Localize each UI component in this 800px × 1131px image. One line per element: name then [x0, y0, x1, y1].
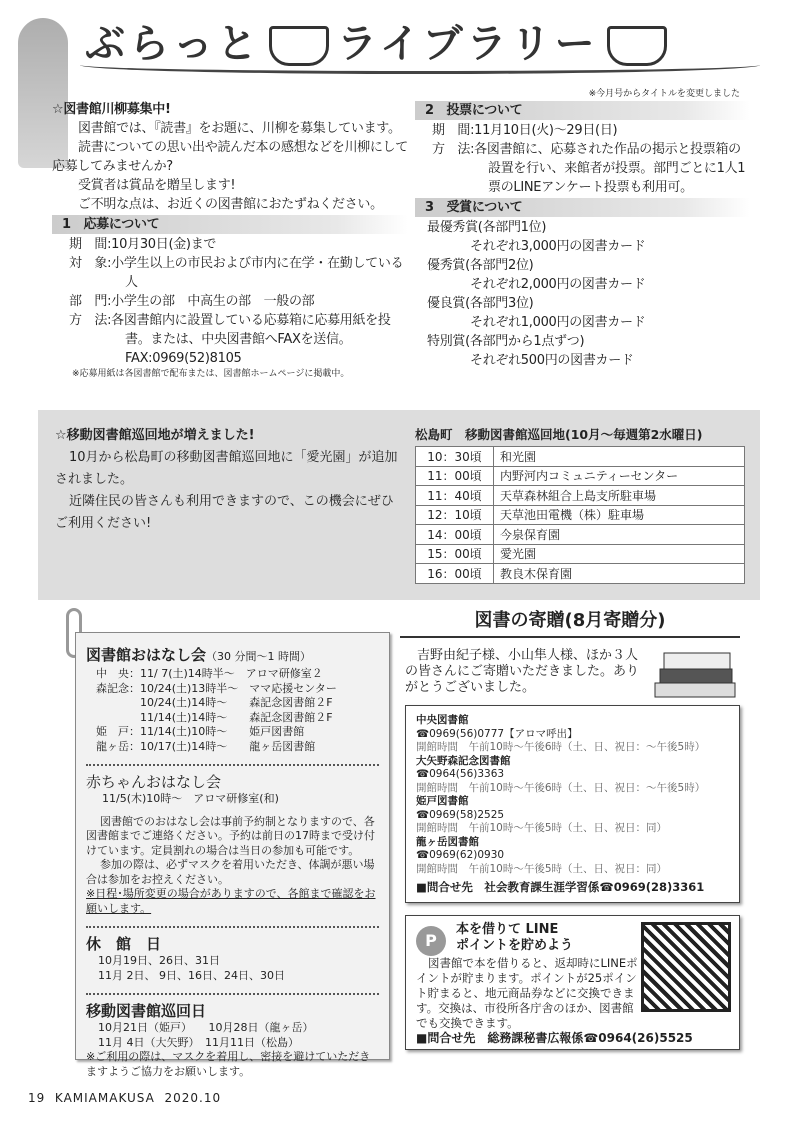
divider [86, 764, 379, 766]
baby-note: ※日程･場所変更の場合がありますので、各館まで確認をお願いします。 [86, 887, 376, 915]
stop-place: 教良木保育園 [494, 564, 745, 584]
stop-time: 11：40頃 [416, 486, 494, 506]
library-hours: 開館時間 午前10時～午後6時（土、日、祝日：～午後5時） [416, 781, 706, 794]
schedule-caption: 松島町 移動図書館巡回地(10月～毎週第2水曜日) [415, 427, 703, 442]
closed-row: 10月19日、26日、31日 [98, 954, 220, 967]
baby-para: 参加の際は、必ずマスクを着用いただき、体調が悪い場合は参加をお控えください。 [86, 858, 375, 886]
senryu-para: 受賞者は賞品を贈呈します! [78, 178, 236, 193]
mobile-schedule [415, 425, 745, 584]
baby-row: 11/5(木)10時～ アロマ研修室(和) [102, 792, 279, 805]
table-row [416, 544, 745, 564]
stop-place: 天草池田電機（株）駐車場 [494, 505, 745, 525]
story-duration: （30 分間～1 時間） [206, 650, 312, 663]
library-name: 龍ヶ岳図書館 [416, 835, 479, 848]
stop-place: 天草森林組合上島支所駐車場 [494, 486, 745, 506]
issue-date: 2020.10 [164, 1091, 222, 1105]
library-name: 中央図書館 [416, 714, 469, 726]
events-notice-box [75, 632, 390, 1078]
mobile-day-row: 11月 4日（大矢野） 11月11日（松島） [98, 1035, 299, 1049]
section-heading-apply: 1 応募について [52, 215, 408, 234]
library-tel: ☎0969(58)2525 [416, 808, 505, 821]
line-points-box [405, 915, 740, 1050]
mobile-heading: ☆移動図書館巡回地が増えました! [55, 428, 255, 443]
stop-time: 15：00頃 [416, 544, 494, 564]
stop-time: 14：00頃 [416, 525, 494, 545]
donation-text: 吉野由紀子様、小山隼人様、ほか３人の皆さんにご寄贈いただきました。ありがとうございました。 [405, 648, 640, 695]
closed-heading: 休 館 日 [86, 935, 162, 953]
story-row: 11/14(土)14時～ 森記念図書館２F [96, 710, 333, 724]
library-hours: 開館時間 午前10時～午後6時（土、日、祝日：～午後5時） [416, 741, 706, 753]
table-row [416, 525, 745, 545]
line-title: ポイントを貯めよう [456, 938, 574, 953]
prize-reward: それぞれ500円の図書カード [470, 353, 634, 368]
senryu-left [52, 100, 408, 381]
mobile-library-text [55, 425, 405, 535]
section-heading-vote: 2 投票について [415, 101, 750, 120]
prize-name: 優良賞(各部門3位) [427, 296, 534, 311]
library-tel: ☎0964(56)3363 [416, 768, 505, 780]
mobile-para: 近隣住民の皆さんも利用できますので、この機会にぜひご利用ください! [55, 494, 394, 531]
book-stack-icon [650, 645, 740, 700]
apply-item: 期 間:10月30日(金)まで [69, 237, 217, 252]
prize-name: 特別賞(各部門から1点ずつ) [427, 334, 585, 349]
story-row: 森記念：10/24(土)13時半～ ママ応援センター [96, 681, 337, 695]
table-row [416, 466, 745, 486]
schedule-table [415, 446, 745, 584]
library-info-box [405, 705, 740, 903]
prize-name: 優秀賞(各部門2位) [427, 258, 534, 273]
stop-time: 11：00頃 [416, 466, 494, 486]
qr-code[interactable] [641, 922, 731, 1012]
library-name: 大矢野森記念図書館 [416, 754, 511, 767]
page-title [85, 12, 675, 69]
stop-place: 和光園 [494, 447, 745, 467]
footer [28, 1091, 221, 1105]
baby-para: 図書館でのおはなし会は事前予約制となりますので、各図書館までご連絡ください。予約は前日の17時まで受け付けています。定員割れの場合は当日の参加も可能です。 [86, 814, 375, 857]
prize-reward: それぞれ1,000円の図書カード [470, 315, 646, 330]
senryu-para: ご不明な点は、お近くの図書館におたずねください。 [78, 197, 383, 212]
vote-item: 方 法:各図書館に、応募された作品の掲示と投票箱の設置を行い、来館者が投票。部門ごとに1人1票のLINEアンケート投票も利用可。 [432, 142, 746, 195]
stop-place: 愛光園 [494, 544, 745, 564]
stop-place: 今泉保育園 [494, 525, 745, 545]
line-points-icon: P [416, 926, 446, 956]
library-hours: 開館時間 午前10時～午後5時（土、日、祝日：同） [416, 822, 668, 834]
magazine-name: KAMIAMAKUSA [54, 1091, 155, 1105]
title-part2: ライブラリー [337, 21, 599, 67]
title-change-note: ※今月号からタイトルを変更しました [588, 89, 740, 99]
stop-time: 10：30頃 [416, 447, 494, 467]
library-tel: ☎0969(62)0930 [416, 849, 505, 861]
table-row [416, 447, 745, 467]
table-row [416, 564, 745, 584]
library-hours: 開館時間 午前10時～午後5時（土、日、祝日：同） [416, 862, 668, 875]
page-number: 19 [28, 1091, 46, 1105]
title-part1: ぶらっと [85, 21, 261, 67]
stop-time: 12：10頃 [416, 505, 494, 525]
mobile-days-heading: 移動図書館巡回日 [86, 1002, 207, 1020]
apply-item: 対 象:小学生以上の市民および市内に在学・在勤している人 [69, 256, 404, 290]
library-tel: ☎0969(56)0777【アロマ呼出】 [416, 727, 578, 740]
story-row: 姫 戸：11/14(土)10時～ 姫戸図書館 [96, 725, 305, 738]
story-heading: 図書館おはなし会 [86, 646, 207, 664]
divider [86, 926, 379, 928]
table-row [416, 486, 745, 506]
book-icon [269, 26, 329, 66]
library-name: 姫戸図書館 [416, 795, 469, 807]
stop-place: 内野河内コミュニティーセンター [494, 466, 745, 486]
table-row [416, 505, 745, 525]
apply-item: 部 門:小学生の部 中高生の部 一般の部 [69, 294, 315, 309]
prize-reward: それぞれ3,000円の図書カード [470, 239, 646, 254]
story-row: 龍ヶ岳：10/17(土)14時～ 龍ヶ岳図書館 [96, 739, 316, 753]
divider [86, 993, 379, 995]
prize-name: 最優秀賞(各部門1位) [427, 220, 547, 235]
mobile-day-row: 10月21日（姫戸） 10月28日（龍ヶ岳） [98, 1021, 314, 1034]
senryu-para: 読書についての思い出や読んだ本の感想などを川柳にして応募してみませんか? [52, 140, 408, 174]
line-text: 図書館で本を借りると、返却時にLINEポイントが貯まります。ポイントが25ポイント貯まると、地元商品券などに交換できます。交換は、市役所各庁舎のほか、図書館でも交換できます。 [416, 956, 638, 1030]
mobile-days-note: ※ご利用の際は、マスクを着用し、密接を避けていただきますようご協力をお願いします。 [86, 1050, 371, 1078]
senryu-right [415, 100, 750, 370]
apply-note: ※応募用紙は各図書館で配布または、図書館ホームページに掲載中。 [72, 369, 350, 379]
prize-reward: それぞれ2,000円の図書カード [470, 277, 646, 292]
line-title: 本を借りて LINE [456, 922, 559, 937]
story-row: 中 央：11/ 7(土)14時半～ アロマ研修室２ [96, 667, 323, 680]
closed-row: 11月 2日、 9日、16日、24日、30日 [98, 968, 285, 982]
section-heading-prize: 3 受賞について [415, 198, 750, 217]
apply-item: 方 法:各図書館内に設置している応募箱に応募用紙を投書。または、中央図書館へFAXを送信。FAX:0969(52)8105 [69, 313, 391, 366]
book-icon [607, 26, 667, 66]
senryu-para: 図書館では、『読書』をお題に、川柳を募集しています。 [78, 121, 401, 136]
line-contact: ■問合せ先 総務課秘書広報係☎0964(26)5525 [416, 1031, 693, 1045]
senryu-heading: ☆図書館川柳募集中! [52, 102, 171, 117]
baby-heading: 赤ちゃんおはなし会 [86, 773, 222, 791]
stop-time: 16：00頃 [416, 564, 494, 584]
libraries-contact: ■問合せ先 社会教育課生涯学習係☎0969(28)3361 [416, 880, 705, 894]
story-row: 10/24(土)14時～ 森記念図書館２F [96, 696, 333, 709]
mobile-para: 10月から松島町の移動図書館巡回地に「愛光園」が追加されました。 [55, 450, 398, 487]
donation-heading: 図書の寄贈(8月寄贈分) [400, 606, 740, 638]
vote-item: 期 間:11月10日(火)～29日(日) [432, 123, 618, 138]
